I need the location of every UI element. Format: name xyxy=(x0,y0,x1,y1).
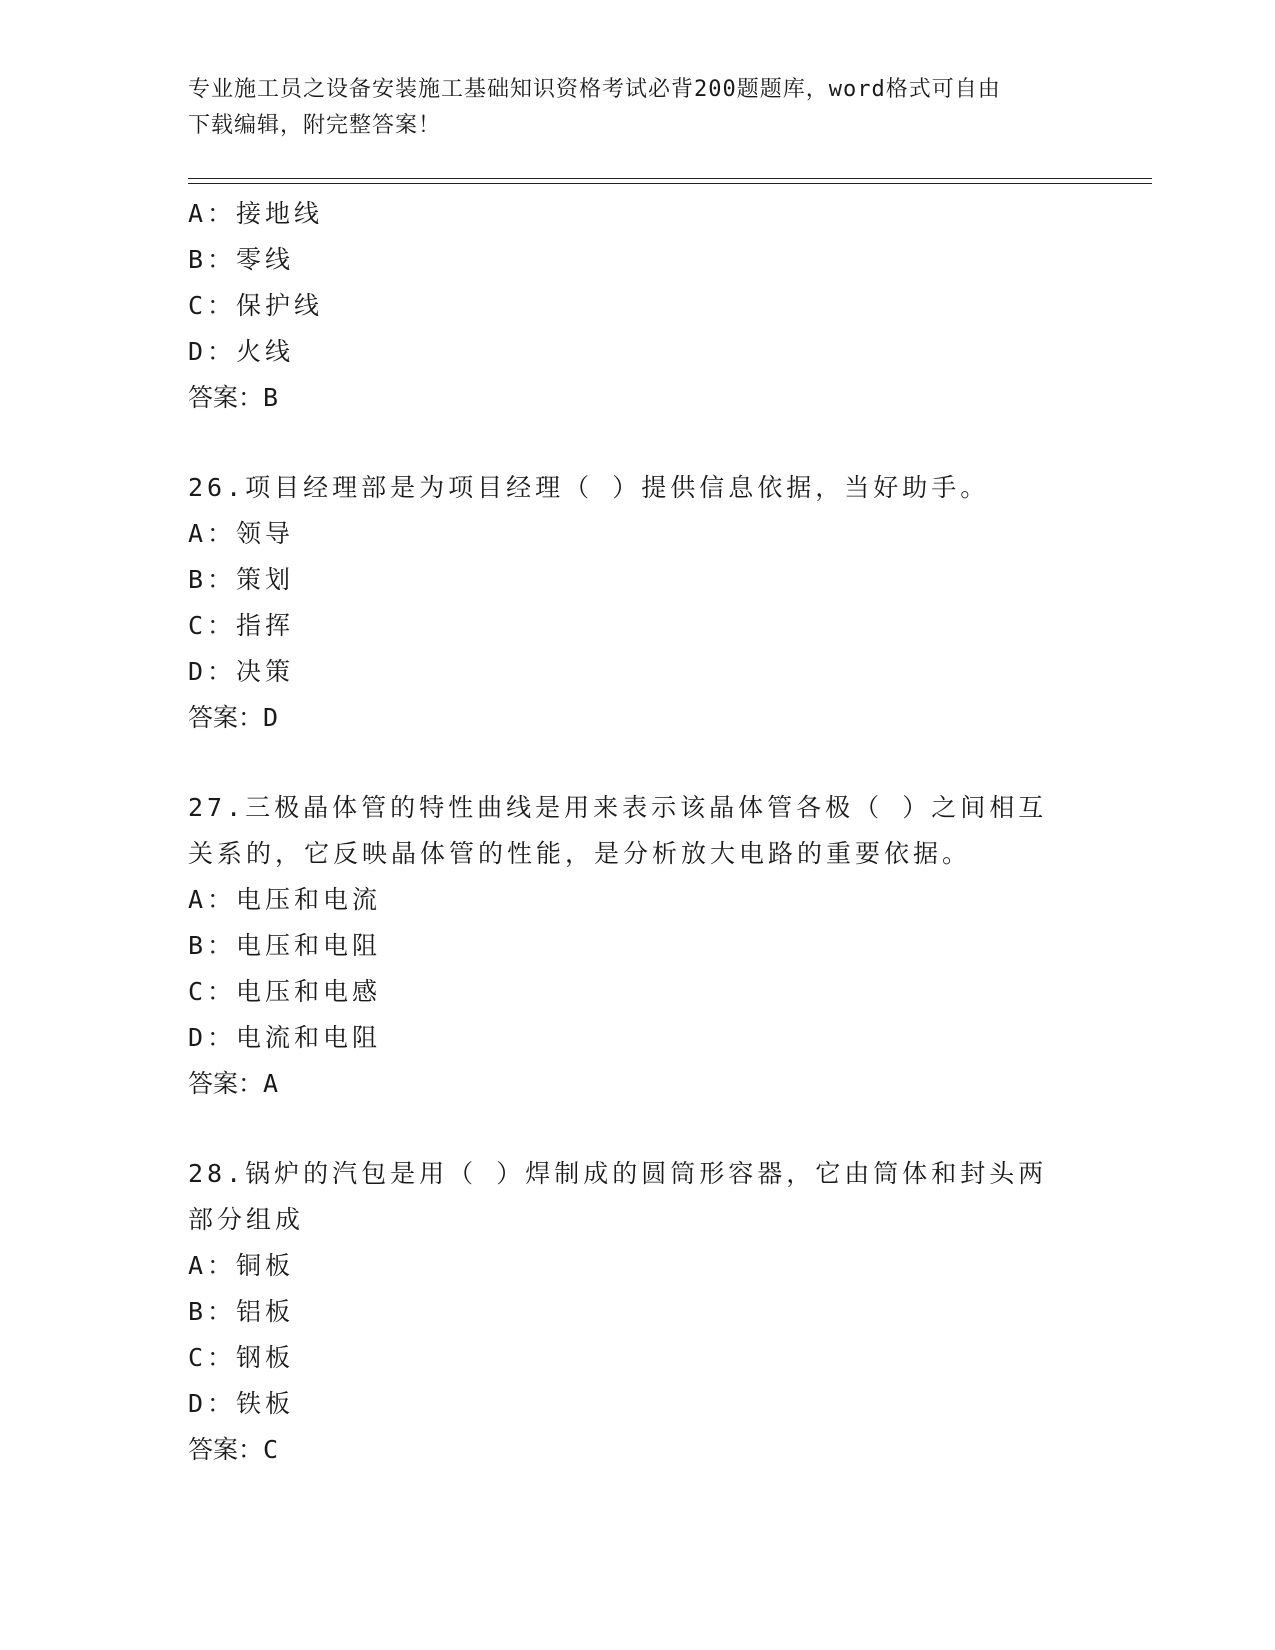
option-b: B：铝板 xyxy=(188,1297,295,1326)
header-line-1: 专业施工员之设备安装施工基础知识资格考试必背200题题库，word格式可自由 xyxy=(188,77,1001,102)
option-c: C：保护线 xyxy=(188,291,324,320)
option-c: C：钢板 xyxy=(188,1343,295,1372)
option-a: A：接地线 xyxy=(188,199,324,228)
document-header xyxy=(188,72,1068,144)
answer-label: 答案： xyxy=(188,1069,264,1098)
option-c: C：指挥 xyxy=(188,611,295,640)
answer-line xyxy=(188,1427,1088,1473)
question-text: 26.项目经理部是为项目经理（ ）提供信息依据，当好助手。 xyxy=(188,473,990,502)
answer-line xyxy=(188,375,1088,421)
option-d: D：电流和电阻 xyxy=(188,1023,382,1052)
answer-line xyxy=(188,1061,1088,1107)
option-b: B：零线 xyxy=(188,245,295,274)
answer-label: 答案： xyxy=(188,703,264,732)
header-divider-bottom xyxy=(188,183,1152,184)
question-block-28 xyxy=(188,1151,1088,1473)
option-b: B：电压和电阻 xyxy=(188,931,382,960)
answer-value: D xyxy=(263,703,280,732)
answer-value: B xyxy=(263,383,280,412)
question-text: 27.三极晶体管的特性曲线是用来表示该晶体管各极（ ）之间相互关系的，它反映晶体管的性能，是分析放大电路的重要依据。 xyxy=(188,793,1048,868)
option-c: C：电压和电感 xyxy=(188,977,382,1006)
header-line-2: 下载编辑，附完整答案！ xyxy=(188,113,442,138)
question-block-27 xyxy=(188,785,1088,1107)
answer-line xyxy=(188,695,1088,741)
answer-value: C xyxy=(263,1435,280,1464)
option-d: D：铁板 xyxy=(188,1389,295,1418)
answer-value: A xyxy=(263,1069,280,1098)
option-a: A：领导 xyxy=(188,519,295,548)
header-divider-top xyxy=(188,178,1152,179)
question-block-26 xyxy=(188,465,1088,741)
question-block-partial xyxy=(188,191,1088,421)
question-list xyxy=(188,191,1088,1473)
option-b: B：策划 xyxy=(188,565,295,594)
option-d: D：决策 xyxy=(188,657,295,686)
question-text: 28.锅炉的汽包是用（ ）焊制成的圆筒形容器，它由筒体和封头两部分组成 xyxy=(188,1159,1048,1234)
answer-label: 答案： xyxy=(188,1435,264,1464)
option-a: A：电压和电流 xyxy=(188,885,382,914)
answer-label: 答案： xyxy=(188,383,264,412)
option-a: A：铜板 xyxy=(188,1251,295,1280)
option-d: D：火线 xyxy=(188,337,295,366)
